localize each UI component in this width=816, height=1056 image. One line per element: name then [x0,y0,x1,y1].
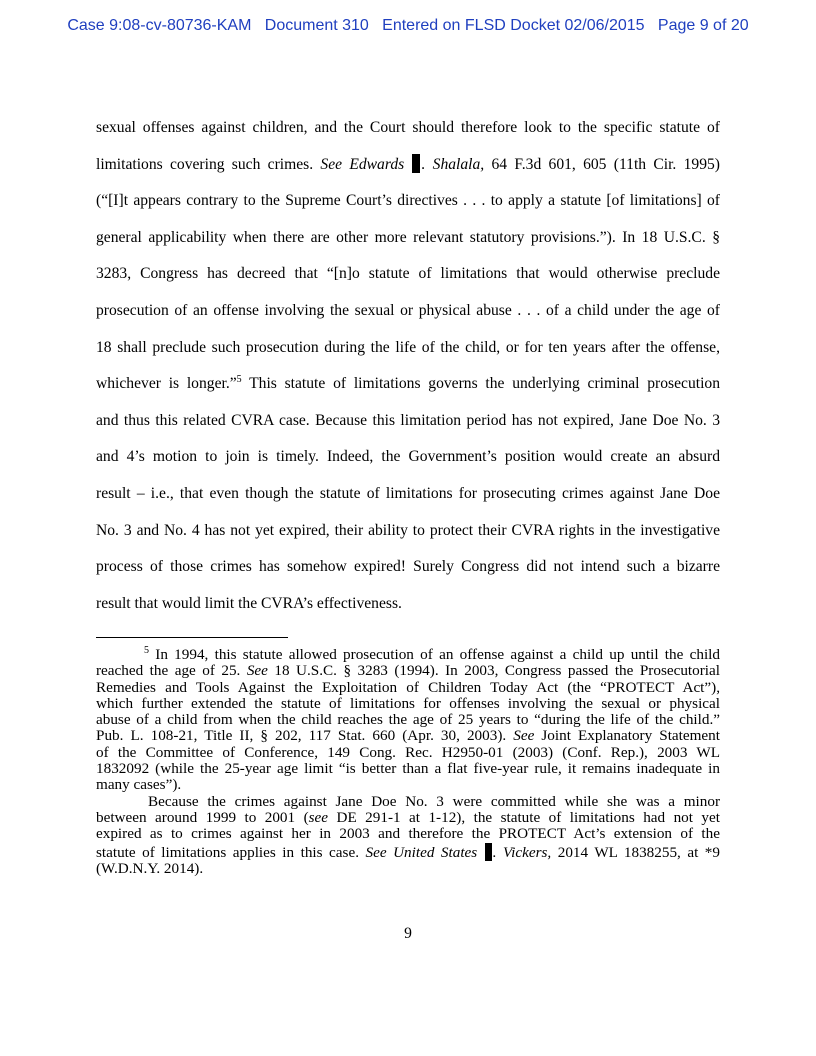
footnote-line [96,728,720,744]
signal-word: See [246,662,268,680]
text-run: 64 F.3d 601, 605 (11th Cir. 1995) [484,155,720,173]
signal-word: see [308,808,329,826]
body-line: result – i.e., that even though the statute of limitations for prosecuting crimes against Jane Doe [96,484,720,502]
footnote-marker: 5 [144,645,149,656]
text-run: 2014 WL 1838255, at *9 [551,843,720,861]
footnote-line [96,663,720,679]
footnote [96,647,720,877]
footnote-line: (W.D.N.Y. 2014). [96,859,204,877]
text-run: 18 U.S.C. § 3283 (1994). In 2003, Congress passed the Prosecutorial [267,662,720,680]
text-run: reached the age of 25. [96,662,247,680]
body-line: and 4’s motion to join is timely. Indeed, the Government’s position would create an absurd [96,448,720,466]
body-line [96,147,720,184]
text-run: Joint Explanatory Statement [534,727,720,745]
case-citation: See Edwards [320,155,405,173]
footnote-line [96,810,720,826]
footnote-line: many cases”). [96,776,182,794]
footnote-line: Because the crimes against Jane Doe No. 3 were committed while she was a minor [148,792,720,810]
text-run: statute of limitations applies in this case. [96,843,366,861]
footnote-line: which further extended the statute of limitations for offenses involving the sexual or physical [96,694,720,712]
case-citation: . Shalala, [421,155,485,173]
body-line: No. 3 and No. 4 has not yet expired, their ability to protect their CVRA rights in the investigative [96,521,720,539]
body-line: prosecution of an offense involving the sexual or physical abuse . . . of a child under the age of [96,301,720,319]
case-citation: . Vickers, [492,843,552,861]
body-line: (“[I]t appears contrary to the Supreme Court’s directives . . . to apply a statute [of limitations] of [96,192,720,210]
docket-header: Case 9:08-cv-80736-KAM Document 310 Entered on FLSD Docket 02/06/2015 Page 9 of 20 [67,17,749,34]
text-run: DE 291-1 at 1-12), the statute of limitations had not yet [328,808,720,826]
redaction-mark [412,154,420,173]
text-run: whichever is longer.” [96,375,237,393]
text-run: This statute of limitations governs the underlying criminal prosecution [241,375,721,393]
footnote-line: Remedies and Tools Against the Exploitation of Children Today Act (the “PROTECT Act”), [96,678,720,696]
footnote-line: abuse of a child from when the child reaches the age of 25 years to “during the life of the child.” [96,711,720,729]
footnote-reference: 5 [236,374,242,386]
footnote-line [96,843,720,861]
footnote-separator [96,637,288,638]
body-line: 18 shall preclude such prosecution during the life of the child, or for ten years after the offense, [96,338,720,356]
body-line: sexual offenses against children, and the Court should therefore look to the specific statute of [96,119,720,136]
body-line: process of those crimes has somehow expired! Surely Congress did not intend such a bizarre [96,558,720,576]
text-run: In 1994, this statute allowed prosecution of an offense against a child up until the child [149,646,720,663]
footnote-line: expired as to crimes against her in 2003 and therefore the PROTECT Act’s extension of the [96,825,720,843]
signal-word: See [513,727,535,745]
body-line: result that would limit the CVRA’s effectiveness. [96,594,402,612]
body-line: and thus this related CVRA case. Because this limitation period has not expired, Jane Doe No. 3 [96,411,720,429]
text-run: limitations covering such crimes. [96,155,321,173]
body-paragraph [96,110,720,622]
redaction-mark [485,843,492,861]
text-run: between around 1999 to 2001 ( [96,808,309,826]
body-line: general applicability when there are other more relevant statutory provisions.”). In 18 U.S.C. § [96,228,720,246]
page-number: 9 [404,925,412,942]
case-citation: See United States [365,843,478,861]
footnote-line: of the Committee of Conference, 149 Cong. Rec. H2950-01 (2003) (Conf. Rep.), 2003 WL [96,743,720,761]
footnote-line [96,647,720,663]
text-run: Pub. L. 108-21, Title II, § 202, 117 Stat. 660 (Apr. 30, 2003). [96,727,514,745]
body-line [96,366,720,403]
body-line: 3283, Congress has decreed that “[n]o statute of limitations that would otherwise preclude [96,265,720,283]
footnote-line: 1832092 (while the 25-year age limit “is better than a flat five-year rule, it remains inadequate in [96,760,720,778]
